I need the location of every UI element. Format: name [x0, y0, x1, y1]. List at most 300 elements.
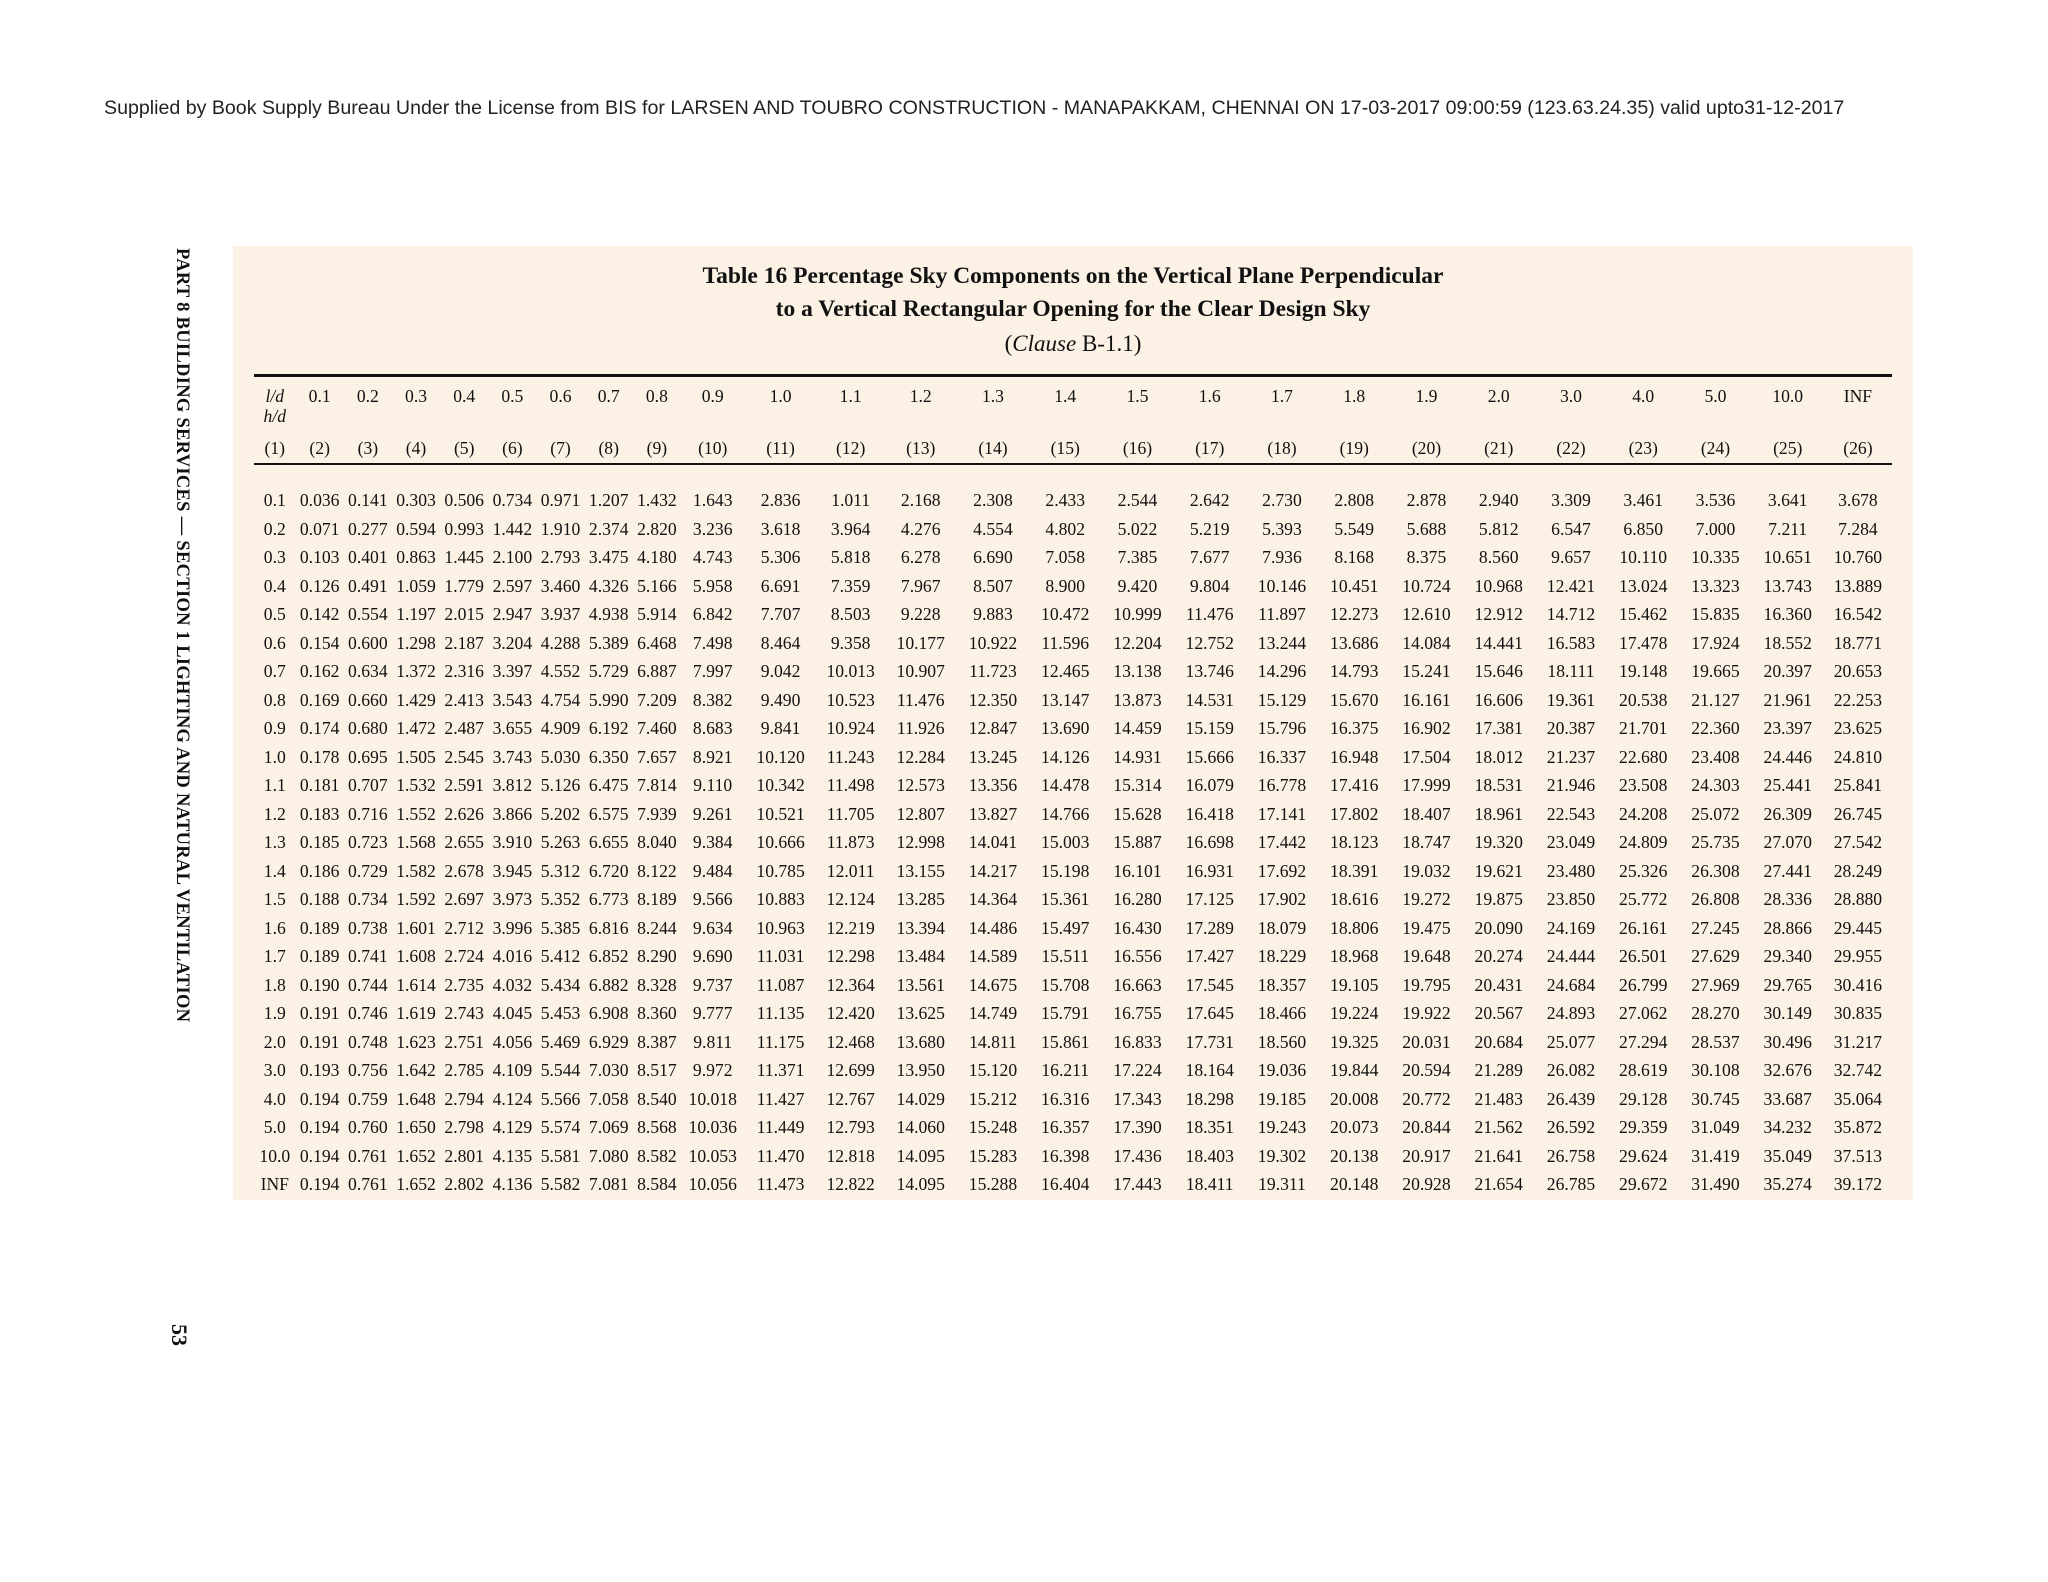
table-cell: 0.189 — [299, 917, 340, 938]
table-cell: 16.418 — [1185, 803, 1234, 824]
table-cell: 16.360 — [1763, 604, 1812, 624]
table-cell: 4.032 — [492, 974, 533, 995]
table-cell: 0.189 — [299, 946, 340, 966]
table-cell: 17.902 — [1257, 889, 1307, 909]
table-row — [254, 999, 1892, 1028]
table-cell: 22.543 — [1546, 803, 1596, 824]
table-cell: 18.351 — [1185, 1117, 1234, 1137]
table-cell: 18.111 — [1547, 661, 1595, 681]
table-cell: 10.963 — [756, 917, 805, 938]
table-cell: 0.761 — [348, 1174, 388, 1194]
table-cell: 16.357 — [1041, 1117, 1090, 1137]
table-cell: 21.483 — [1474, 1088, 1523, 1109]
table-cell: 15.003 — [1041, 832, 1090, 852]
table-cell: 0.634 — [348, 661, 388, 681]
table-cell: 9.420 — [1117, 575, 1158, 596]
table-cell: 2.802 — [444, 1174, 484, 1194]
table-cell: 14.029 — [896, 1088, 945, 1109]
table-cell: 23.625 — [1833, 718, 1883, 738]
table-cell: 0.303 — [396, 490, 436, 510]
table-cell: 5.453 — [540, 1003, 581, 1023]
column-header: 0.8 — [645, 386, 668, 406]
column-header: 1.8 — [1343, 386, 1366, 406]
column-header: 0.6 — [549, 386, 572, 406]
table-row — [254, 543, 1892, 572]
table-cell: 28.537 — [1691, 1031, 1740, 1052]
table-cell: 15.861 — [1041, 1031, 1090, 1052]
table-cell: 5.412 — [540, 946, 581, 966]
table-cell: 11.897 — [1258, 604, 1306, 624]
table-cell: 18.164 — [1185, 1060, 1234, 1080]
table-cell: 10.177 — [896, 632, 945, 653]
table-cell: 11.031 — [756, 946, 805, 966]
table-cell: 6.842 — [692, 604, 733, 624]
table-cell: 11.175 — [756, 1031, 805, 1052]
table-cell: 26.501 — [1619, 946, 1668, 966]
table-cell: 5.990 — [588, 689, 629, 710]
table-cell: 20.073 — [1330, 1117, 1379, 1137]
table-cell: 5.306 — [760, 547, 801, 567]
table-cell: 1.652 — [396, 1174, 436, 1194]
table-cell: 0.744 — [348, 974, 388, 995]
table-cell: 20.148 — [1330, 1174, 1379, 1194]
row-header-cell: 5.0 — [263, 1117, 286, 1137]
column-number: (25) — [1773, 437, 1803, 458]
table-body — [254, 486, 1892, 1199]
table-cell: 30.149 — [1763, 1003, 1812, 1023]
table-cell: 30.745 — [1691, 1088, 1740, 1109]
table-cell: 13.394 — [896, 917, 945, 938]
table-cell: 16.211 — [1041, 1060, 1090, 1080]
table-cell: 7.284 — [1838, 518, 1878, 539]
table-cell: 1.643 — [692, 490, 733, 510]
table-cell: 7.939 — [637, 803, 677, 824]
table-cell: 2.100 — [492, 547, 533, 567]
table-cell: 8.189 — [637, 889, 677, 909]
table-cell: 39.172 — [1833, 1174, 1883, 1194]
column-number: (23) — [1628, 437, 1658, 458]
table-cell: 20.397 — [1763, 661, 1812, 681]
table-cell: 35.274 — [1763, 1174, 1812, 1194]
table-cell: 19.036 — [1257, 1060, 1307, 1080]
table-cell: 13.285 — [896, 889, 945, 909]
table-cell: 12.793 — [826, 1117, 875, 1137]
table-cell: 4.135 — [492, 1145, 533, 1166]
table-cell: 1.619 — [396, 1003, 436, 1023]
table-cell: 18.616 — [1330, 889, 1379, 909]
table-cell: 13.827 — [968, 803, 1018, 824]
table-cell: 11.926 — [896, 718, 945, 738]
column-header: 0.2 — [356, 386, 379, 406]
column-header: 4.0 — [1632, 386, 1655, 406]
table-cell: 7.030 — [588, 1060, 629, 1080]
table-cell: 7.385 — [1117, 547, 1158, 567]
table-cell: 23.850 — [1546, 889, 1596, 909]
table-cell: 1.505 — [396, 746, 436, 767]
table-cell: 21.654 — [1474, 1174, 1523, 1194]
table-cell: 0.103 — [299, 547, 340, 567]
column-number: (19) — [1339, 437, 1369, 458]
table-cell: 1.648 — [396, 1088, 436, 1109]
column-number: (6) — [502, 437, 523, 458]
table-cell: 4.136 — [492, 1174, 533, 1194]
table-cell: 16.948 — [1330, 746, 1379, 767]
table-cell: 34.232 — [1763, 1117, 1812, 1137]
table-cell: 13.147 — [1041, 689, 1090, 710]
row-header-cell: INF — [260, 1174, 289, 1194]
table-cell: 4.743 — [692, 547, 733, 567]
table-cell: 2.878 — [1406, 490, 1447, 510]
table-cell: 17.924 — [1691, 632, 1740, 653]
table-cell: 11.087 — [756, 974, 805, 995]
table-cell: 10.666 — [756, 832, 805, 852]
column-number: (4) — [405, 437, 427, 458]
table-cell: 12.998 — [896, 832, 945, 852]
table-row — [254, 914, 1892, 943]
table-cell: 13.138 — [1113, 661, 1162, 681]
table-cell: 9.110 — [693, 775, 733, 795]
table-row — [254, 600, 1892, 629]
table-cell: 21.961 — [1763, 689, 1812, 710]
table-cell: 15.198 — [1041, 860, 1090, 881]
table-cell: 0.183 — [299, 803, 340, 824]
table-cell: 7.058 — [588, 1088, 629, 1109]
table-cell: 27.245 — [1691, 917, 1740, 938]
table-cell: 23.049 — [1546, 832, 1596, 852]
table-cell: 15.666 — [1185, 746, 1234, 767]
table-cell: 18.407 — [1402, 803, 1451, 824]
table-row — [254, 971, 1892, 1000]
table-cell: 16.698 — [1185, 832, 1234, 852]
table-cell: 1.429 — [396, 689, 436, 710]
table-cell: 1.472 — [396, 718, 436, 738]
table-cell: 16.404 — [1041, 1174, 1090, 1194]
table-cell: 10.785 — [756, 860, 805, 881]
table-cell: 3.236 — [692, 518, 733, 539]
table-cell: 0.600 — [348, 632, 388, 653]
table-cell: 14.486 — [968, 917, 1018, 938]
table-cell: 30.416 — [1833, 974, 1883, 995]
table-cell: 1.372 — [396, 661, 436, 681]
row-header-cell: 1.8 — [263, 974, 286, 995]
table-cell: 16.337 — [1257, 746, 1307, 767]
row-header-cell: 1.6 — [263, 917, 286, 938]
table-cell: 21.127 — [1691, 689, 1740, 710]
column-number: (5) — [453, 437, 475, 458]
table-cell: 15.670 — [1330, 689, 1379, 710]
table-cell: 32.676 — [1763, 1060, 1812, 1080]
table-cell: 13.680 — [896, 1031, 945, 1052]
table-cell: 6.720 — [588, 860, 629, 881]
table-cell: 4.276 — [900, 518, 941, 539]
column-number-row — [254, 426, 1892, 474]
table-row — [254, 515, 1892, 544]
table-row — [254, 1085, 1892, 1114]
table-cell: 20.917 — [1402, 1145, 1451, 1166]
table-cell: 1.197 — [396, 604, 436, 624]
table-cell: 4.909 — [540, 718, 581, 738]
table-cell: 15.314 — [1113, 775, 1162, 795]
table-cell: 9.384 — [692, 832, 733, 852]
table-cell: 30.108 — [1691, 1060, 1740, 1080]
table-cell: 1.652 — [396, 1145, 436, 1166]
table-cell: 15.248 — [968, 1117, 1018, 1137]
table-cell: 0.734 — [492, 490, 533, 510]
table-cell: 8.328 — [637, 974, 677, 995]
column-header: 1.9 — [1415, 386, 1438, 406]
table-cell: 15.791 — [1041, 1003, 1090, 1023]
table-cell: 3.678 — [1838, 490, 1878, 510]
table-cell: 19.224 — [1330, 1003, 1379, 1023]
table-cell: 5.434 — [540, 974, 581, 995]
column-header: 10.0 — [1772, 386, 1804, 406]
table-row — [254, 1028, 1892, 1057]
table-cell: 5.549 — [1334, 518, 1375, 539]
table-cell: 0.190 — [299, 974, 340, 995]
table-cell: 20.031 — [1402, 1031, 1451, 1052]
table-cell: 0.277 — [348, 518, 388, 539]
table-cell: 0.194 — [299, 1145, 340, 1166]
table-cell: 5.166 — [637, 575, 677, 596]
table-cell: 8.387 — [637, 1031, 677, 1052]
column-number: (15) — [1050, 437, 1080, 458]
table-cell: 19.621 — [1474, 860, 1523, 881]
table-cell: 21.562 — [1474, 1117, 1523, 1137]
table-cell: 8.375 — [1406, 547, 1447, 567]
table-cell: 2.413 — [444, 689, 484, 710]
table-cell: 27.070 — [1763, 832, 1812, 852]
table-cell: 0.142 — [299, 604, 340, 624]
table-cell: 26.161 — [1619, 917, 1668, 938]
table-cell: 17.504 — [1402, 746, 1451, 767]
table-cell: 12.818 — [826, 1145, 875, 1166]
table-cell: 17.442 — [1257, 832, 1307, 852]
table-cell: 3.536 — [1695, 490, 1736, 510]
table-cell: 31.490 — [1691, 1174, 1740, 1194]
table-cell: 28.270 — [1691, 1003, 1740, 1023]
table-cell: 13.690 — [1041, 718, 1090, 738]
table-cell: 17.443 — [1113, 1174, 1162, 1194]
table-cell: 18.298 — [1185, 1088, 1234, 1109]
table-cell: 0.194 — [299, 1117, 340, 1137]
row-header-cell: 0.3 — [263, 547, 286, 567]
table-cell: 12.465 — [1041, 661, 1090, 681]
table-cell: 10.146 — [1257, 575, 1307, 596]
table-cell: 16.755 — [1113, 1003, 1162, 1023]
row-header-cell: 0.1 — [263, 490, 286, 510]
table-cell: 14.441 — [1474, 632, 1523, 653]
table-cell: 11.596 — [1041, 632, 1090, 653]
table-cell: 15.129 — [1257, 689, 1307, 710]
table-cell: 2.678 — [444, 860, 484, 881]
row-header-cell: 2.0 — [263, 1031, 286, 1052]
table-cell: 12.284 — [896, 746, 945, 767]
table-cell: 2.544 — [1117, 490, 1158, 510]
table-cell: 0.741 — [348, 946, 388, 966]
table-cell: 21.946 — [1546, 775, 1596, 795]
table-cell: 6.887 — [637, 661, 677, 681]
table-cell: 0.491 — [348, 575, 388, 596]
table-cell: 3.812 — [492, 775, 533, 795]
table-cell: 3.655 — [492, 718, 533, 738]
table-cell: 28.619 — [1619, 1060, 1668, 1080]
table-cell: 2.168 — [900, 490, 941, 510]
table-cell: 0.141 — [348, 490, 388, 510]
table-cell: 0.174 — [299, 718, 340, 738]
table-cell: 17.545 — [1185, 974, 1234, 995]
table-cell: 12.807 — [896, 803, 945, 824]
table-cell: 15.462 — [1619, 604, 1668, 624]
table-cell: 13.950 — [896, 1060, 945, 1080]
table-cell: 20.008 — [1330, 1088, 1379, 1109]
table-cell: 29.672 — [1619, 1174, 1668, 1194]
table-cell: 23.397 — [1763, 718, 1812, 738]
table-cell: 16.663 — [1113, 974, 1162, 995]
table-cell: 0.729 — [348, 860, 388, 881]
table-cell: 2.743 — [444, 1003, 484, 1023]
table-cell: 1.568 — [396, 832, 436, 852]
table-cell: 4.326 — [588, 575, 629, 596]
table-cell: 2.793 — [540, 547, 581, 567]
section-running-title: PART 8 BUILDING SERVICES — SECTION 1 LIGHTING AND NATURAL VENTILATION — [172, 248, 192, 1023]
table-cell: 12.847 — [968, 718, 1018, 738]
table-cell: 6.929 — [588, 1031, 629, 1052]
table-cell: 18.079 — [1257, 917, 1307, 938]
table-cell: 16.101 — [1113, 860, 1162, 881]
table-cell: 6.690 — [973, 547, 1013, 567]
table-cell: 0.194 — [299, 1174, 340, 1194]
table-cell: 5.202 — [540, 803, 581, 824]
table-cell: 7.707 — [760, 604, 801, 624]
table-cell: 25.326 — [1619, 860, 1668, 881]
table-cell: 33.687 — [1763, 1088, 1812, 1109]
table-cell: 17.478 — [1619, 632, 1668, 653]
table-cell: 13.484 — [896, 946, 945, 966]
table-cell: 4.288 — [540, 632, 581, 653]
table-row — [254, 1113, 1892, 1142]
table-cell: 16.280 — [1113, 889, 1162, 909]
table-cell: 12.822 — [826, 1174, 875, 1194]
table-cell: 13.155 — [896, 860, 945, 881]
table-cell: 3.910 — [492, 832, 533, 852]
table-cell: 0.695 — [348, 746, 388, 767]
table-cell: 17.141 — [1257, 803, 1307, 824]
table-cell: 15.241 — [1402, 661, 1451, 681]
table-cell: 18.961 — [1474, 803, 1523, 824]
table-cell: 16.542 — [1833, 604, 1883, 624]
row-header-cell: 3.0 — [263, 1060, 286, 1080]
table-cell: 2.751 — [444, 1031, 484, 1052]
table-cell: 5.022 — [1117, 518, 1158, 539]
table-title-line-1: Table 16 Percentage Sky Components on the Vertical Plane Perpendicular — [702, 263, 1444, 289]
table-cell: 14.931 — [1113, 746, 1162, 767]
table-cell: 9.261 — [692, 803, 733, 824]
table-cell: 0.188 — [299, 889, 340, 909]
table-cell: 5.818 — [830, 547, 871, 567]
table-cell: 6.475 — [588, 775, 629, 795]
table-cell: 7.498 — [692, 632, 733, 653]
table-cell: 15.796 — [1257, 718, 1307, 738]
table-cell: 26.082 — [1546, 1060, 1596, 1080]
table-cell: 14.041 — [968, 832, 1018, 852]
table-cell: 7.209 — [637, 689, 677, 710]
table-cell: 4.802 — [1045, 518, 1086, 539]
row-header-cell: 4.0 — [263, 1088, 286, 1109]
table-cell: 1.601 — [396, 917, 436, 938]
table-cell: 2.597 — [492, 575, 533, 596]
table-cell: 18.466 — [1257, 1003, 1307, 1023]
table-cell: 10.451 — [1330, 575, 1379, 596]
table-cell: 20.274 — [1474, 946, 1523, 966]
table-cell: 6.192 — [588, 718, 629, 738]
table-cell: 1.532 — [396, 775, 436, 795]
column-number: (9) — [646, 437, 668, 458]
column-header: INF — [1843, 386, 1873, 406]
corner-header: l/d h/d — [263, 386, 287, 426]
table-cell: 15.511 — [1041, 946, 1090, 966]
table-cell: 13.625 — [896, 1003, 945, 1023]
table-cell: 8.040 — [637, 832, 677, 852]
table-cell: 4.552 — [540, 661, 581, 681]
table-cell: 6.908 — [588, 1003, 629, 1023]
column-number: (10) — [698, 437, 728, 458]
table-cell: 15.646 — [1474, 661, 1523, 681]
table-cell: 11.470 — [756, 1145, 805, 1166]
table-cell: 8.244 — [637, 917, 677, 938]
table-cell: 26.309 — [1763, 803, 1812, 824]
column-header: 1.6 — [1198, 386, 1221, 406]
table-cell: 29.624 — [1619, 1145, 1668, 1166]
column-header: 1.2 — [909, 386, 932, 406]
table-row — [254, 800, 1892, 829]
table-cell: 26.808 — [1691, 889, 1740, 909]
table-cell: 6.278 — [900, 547, 941, 567]
table-cell: 6.773 — [588, 889, 629, 909]
table-cell: 24.893 — [1546, 1003, 1596, 1023]
table-cell: 0.660 — [348, 689, 388, 710]
table-cell: 14.459 — [1113, 718, 1162, 738]
table-cell: 17.731 — [1185, 1031, 1234, 1052]
table-cell: 8.168 — [1334, 547, 1375, 567]
table-cell: 14.675 — [968, 974, 1018, 995]
table-cell: 11.476 — [1185, 604, 1234, 624]
table-cell: 0.734 — [348, 889, 388, 909]
table-cell: 7.359 — [830, 575, 871, 596]
table-cell: 22.680 — [1619, 746, 1668, 767]
table-cell: 2.308 — [973, 490, 1013, 510]
table-cell: 0.036 — [299, 490, 340, 510]
table-row — [254, 771, 1892, 800]
table-cell: 24.810 — [1833, 746, 1883, 767]
table-cell: 9.777 — [692, 1003, 733, 1023]
table-cell: 2.487 — [444, 718, 484, 738]
table-cell: 28.866 — [1763, 917, 1812, 938]
table-cell: 4.180 — [637, 547, 677, 567]
table-cell: 14.478 — [1041, 775, 1090, 795]
column-header: 0.9 — [701, 386, 724, 406]
table-cell: 5.812 — [1478, 518, 1519, 539]
column-number: (12) — [836, 437, 866, 458]
table-cell: 20.431 — [1474, 974, 1523, 995]
table-cell: 2.545 — [444, 746, 484, 767]
table-cell: 8.921 — [692, 746, 733, 767]
table-cell: 18.747 — [1402, 832, 1451, 852]
table-cell: 18.806 — [1330, 917, 1379, 938]
column-label-row — [254, 378, 1892, 426]
table-cell: 1.779 — [444, 575, 484, 596]
table-cell: 3.866 — [492, 803, 533, 824]
table-cell: 2.316 — [444, 661, 484, 681]
